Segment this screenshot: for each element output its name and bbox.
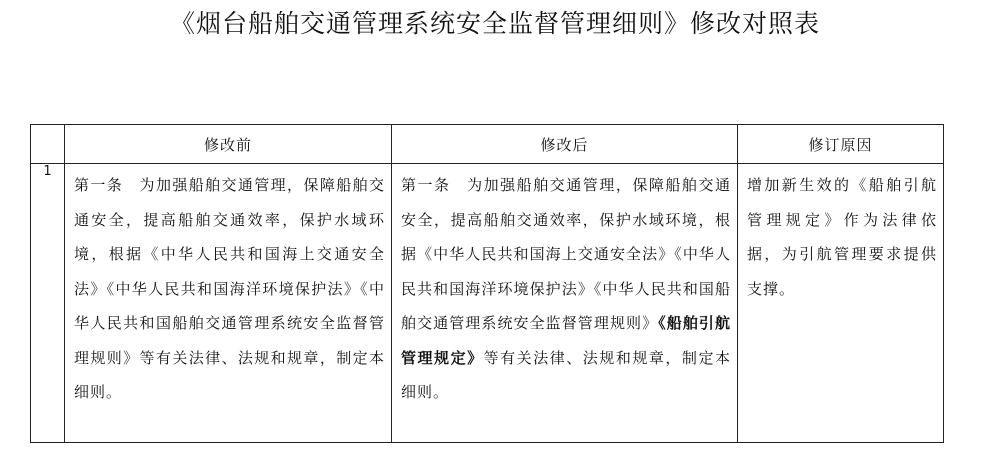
cell-reason xyxy=(738,164,944,443)
table-row xyxy=(31,164,944,443)
after-text xyxy=(392,164,737,410)
header-after: 修改后 xyxy=(392,125,738,164)
header-before: 修改前 xyxy=(65,125,392,164)
before-text: 第一条 为加强船舶交通管理，保障船舶交通安全，提高船舶交通效率，保护水域环境，根据《中华人民共和国海上交通安全法》《中华人民共和国海洋环境保护法》《中华人民共和国船舶交通管理系统安全监督管理规则》等有关法律、法规和规章，制定本细则。 xyxy=(74,176,385,401)
header-reason: 修订原因 xyxy=(738,125,944,164)
comparison-table xyxy=(30,124,944,443)
row-index: 1 xyxy=(31,164,65,443)
cell-after xyxy=(392,164,738,443)
cell-before xyxy=(65,164,392,443)
after-text-pre: 第一条 为加强船舶交通管理，保障船舶交通安全，提高船舶交通效率，保护水域环境，根据《中华人民共和国海上交通安全法》《中华人民共和国海洋环境保护法》《中华人民共和国船舶交通管理系统安全监督管理规则》 xyxy=(401,176,731,332)
after-text-post: 等有关法律、法规和规章，制定本细则。 xyxy=(401,348,731,401)
reason-text: 增加新生效的《船舶引航管理规定》作为法律依据，为引航管理要求提供支撑。 xyxy=(747,176,937,298)
header-index xyxy=(31,125,65,164)
after-text-added: 《船舶引航管理规定》 xyxy=(401,314,731,367)
table-header-row xyxy=(31,125,944,164)
page-title: 《烟台船舶交通管理系统安全监督管理细则》修改对照表 xyxy=(169,9,820,38)
